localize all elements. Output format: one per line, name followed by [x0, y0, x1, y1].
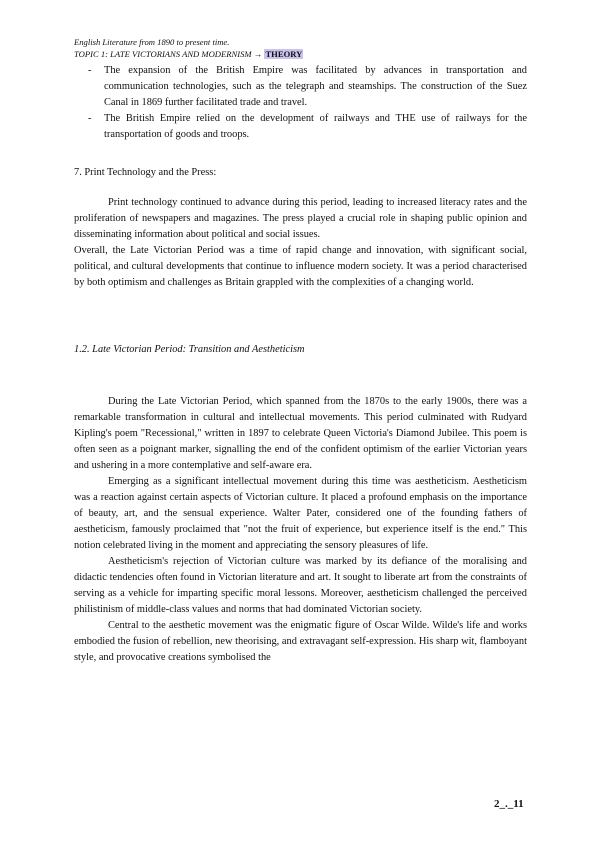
course-title: English Literature from 1890 to present time.: [74, 37, 230, 47]
topic-label: TOPIC 1: LATE VICTORIANS AND MODERNISM →: [74, 49, 263, 59]
theory-tag: THEORY: [265, 49, 303, 59]
paragraph: Central to the aesthetic movement was the enigmatic figure of Oscar Wilde. Wilde's life and works embodied the fusion of rebellion, new theorising, and extravagant self-expression. His sharp wit, flamboyant style, and provocative creations symbolised the: [74, 620, 527, 663]
list-item-text: The British Empire relied on the development of railways and THE use of railways for the transportation of goods and troops.: [104, 113, 527, 140]
paragraph: During the Late Victorian Period, which spanned from the 1870s to the early 1900s, there was a remarkable transformation in cultural and intellectual movements. This period culminated with Rudyard Kipling's poem "Recessional," written in 1897 to celebrate Queen Victoria's Diamond Jubilee. This poem is often seen as a poignant marker, signalling the end of the confident optimism of the earlier Victorian years and ushering in a more contemplative and self-aware era.: [74, 396, 527, 471]
page-number: 2_._11: [494, 798, 524, 810]
list-item-text: The expansion of the British Empire was facilitated by advances in transportation and communication technologies, such as the telegraph and steamships. The construction of the Suez Canal in 1869 further facilitated trade and travel.: [104, 65, 527, 108]
dash-bullet: -: [88, 65, 92, 76]
paragraph: Overall, the Late Victorian Period was a time of rapid change and innovation, with significant social, political, and cultural developments that continue to influence modern society. It was a period characterised by both optimism and challenges as Britain grappled with the complexities of a changing world.: [74, 245, 527, 288]
subsection-title: 1.2. Late Victorian Period: Transition and Aestheticism: [74, 344, 305, 355]
section-heading: 7. Print Technology and the Press:: [74, 167, 217, 178]
paragraph: Aestheticism's rejection of Victorian culture was marked by its defiance of the moralising and didactic tendencies often found in Victorian literature and art. It sought to liberate art from the constraints of serving as a vehicle for imparting specific moral lessons. Moreover, aestheticism challenged the perceived philistinism of middle-class values and norms that had dominated Victorian society.: [74, 556, 527, 615]
page-content: [74, 63, 527, 666]
bullet-list: [74, 63, 527, 143]
dash-bullet: -: [88, 113, 92, 124]
page-header: [74, 36, 534, 60]
topic-line: [74, 48, 534, 60]
list-item: [74, 63, 527, 111]
list-item: [74, 111, 527, 143]
paragraph: Print technology continued to advance during this period, leading to increased literacy rates and the proliferation of newspapers and magazines. The press played a crucial role in shaping public opinion and disseminating information about political and social issues.: [74, 197, 527, 240]
paragraph: Emerging as a significant intellectual movement during this time was aestheticism. Aestheticism was a reaction against certain aspects of Victorian culture. It placed a profound emphasis on the importance of beauty, art, and the sensual experience. Walter Pater, considered one of the founding fathers of aestheticism, famously proclaimed that "not the fruit of experience, but experience itself is the end." This notion celebrated living in the moment and appreciating the sensory pleasures of life.: [74, 476, 527, 551]
